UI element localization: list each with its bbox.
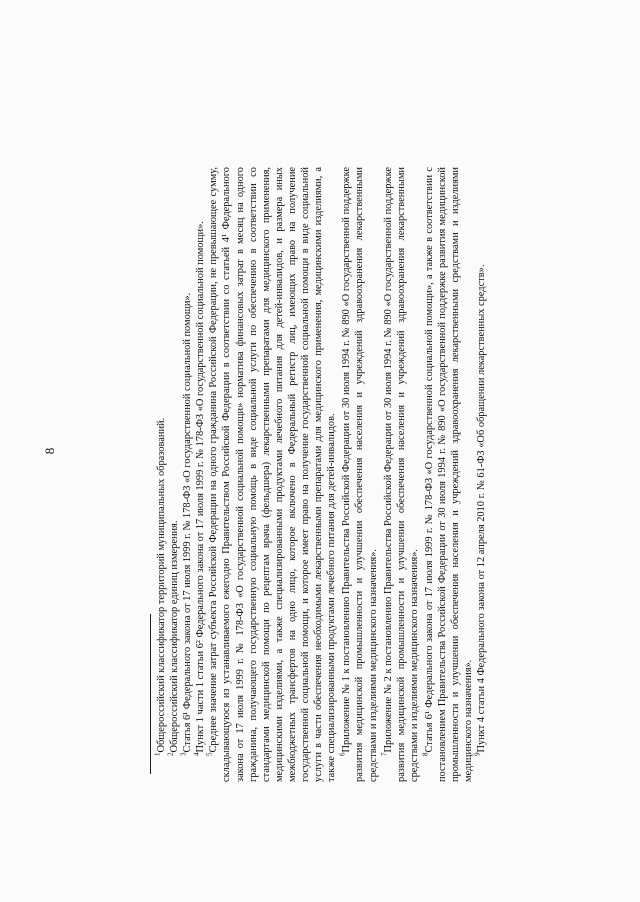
footnote-mark: 7 xyxy=(380,752,389,756)
footnote-text: Пункт 1 части 1 статьи 6² Федерального закона от 17 июля 1999 г. № 178-ФЗ «О государственной социальной помощи». xyxy=(195,221,207,753)
footnote-text: Приложение № 1 к постановлению Правительства Российской Федерации от 30 июля 1994 г. № 890 «О государственной поддержке развития медицинской промышленности и улучшении обеспечения населения и учреждений здравоохранения лекарственными средствами и изделиями медицинского назначения». xyxy=(341,167,379,782)
footnote-mark: 2 xyxy=(166,752,175,756)
page-number: 8 xyxy=(42,447,57,455)
footnote-mark: 9 xyxy=(473,752,482,756)
footnote-mark: 3 xyxy=(179,752,188,756)
footnote-text: Среднее значение затрат субъекта Российской Федерации на одного гражданина Российской Федерации, не превышающее сумму, складывающуюся из устанавливаемого ежегодно Правительством Российской Федерации в соответствии со статьей 4¹ Федерального закона от 17 июля 1999 г. № 178-ФЗ «О государственной социальной помощи» норматива финансовых затрат в месяц на одного гражданина, получающего государственную социальную помощь в виде социальной услуги по обеспечению в соответствии со стандартами медицинской помощи по рецептам врача (фельдшера) лекарственными препаратами для медицинского применения, медицинскими изделиями, а также специализированными продуктами лечебного питания для детей-инвалидов, и размера иных межбюджетных трансфертов на одно лицо, которое включено в Федеральный регистр лиц, имеющих право на получение государственной социальной помощи, и которое имеет право на получение государственной социальной помощи в виде социальной услуги в части обеспечения необходимыми лекарственными препаратами для медицинского применения, медицинскими изделиями, а также специализированными продуктами лечебного питания для детей-инвалидов. xyxy=(208,167,338,782)
footnote xyxy=(168,167,181,782)
footnote-divider xyxy=(150,614,151,774)
footnote-mark: 6 xyxy=(338,752,347,756)
footnote xyxy=(340,167,379,782)
footnote xyxy=(194,167,207,782)
footnote-text: Общероссийский классификатор территорий муниципальных образований. xyxy=(156,417,167,753)
footnote-text: Статья 6¹ Федерального закона от 17 июля 1999 г. № 178-ФЗ «О государственной социальной помощи». xyxy=(182,292,194,753)
footnote-mark: 1 xyxy=(153,752,162,756)
footnote xyxy=(181,167,194,782)
footnote-text: Приложение № 2 к постановлению Правительства Российской Федерации от 30 июля 1994 г. № 890 «О государственной поддержке развития медицинской промышленности и улучшении обеспечения населения и учреждений здравоохранения лекарственными средствами и изделиями медицинского назначения». xyxy=(382,167,420,782)
footnote-mark: 4 xyxy=(192,752,201,756)
footnote xyxy=(155,167,168,782)
footnote xyxy=(423,167,475,782)
footnote xyxy=(475,167,488,782)
footnotes xyxy=(155,167,488,782)
footnote-text: Пункт 4 статьи 4 Федерального закона от 12 апреля 2010 г. № 61-ФЗ «Об обращении лекарственных средств». xyxy=(476,264,488,753)
footnote xyxy=(207,167,338,782)
footnote-mark: 8 xyxy=(421,752,430,756)
footnote-text: Общероссийский классификатор единиц измерения. xyxy=(169,520,181,753)
footnote xyxy=(382,167,421,782)
footnote-text: Статья 6¹ Федерального закона от 17 июля 1999 г. № 178-ФЗ «О государственной социальной помощи», а также в соответствии с постановлением Правительства Российской Федерации от 30 июля 1994 г. № 890 «О государственной поддержке развития медицинской промышленности и улучшении обеспечения населения и учреждений здравоохранения лекарственными средствами и изделиями медицинского назначения». xyxy=(423,167,475,782)
footnote-mark: 5 xyxy=(205,752,214,756)
